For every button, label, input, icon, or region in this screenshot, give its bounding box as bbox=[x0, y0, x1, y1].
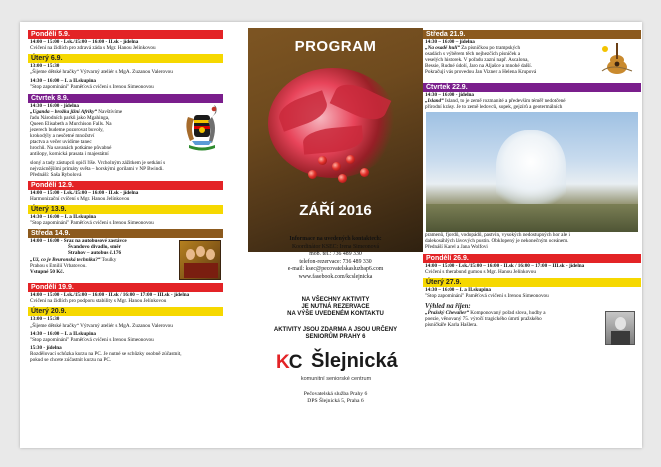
event-description: pramenů, fjordů, vodopádů, pastvin, vysokých nedostupných hor ale i bbox=[425, 232, 570, 239]
event-description: Cvičení na židlích pro podporu stability s Mgr. Hanou Jelínkovou bbox=[30, 298, 167, 305]
portrait-image bbox=[605, 311, 635, 345]
month-title: ZÁŘÍ 2016 bbox=[299, 202, 372, 219]
event-heading: Pondělí 26.9. bbox=[423, 254, 641, 263]
event-heading: Úterý 13.9. bbox=[28, 205, 223, 214]
event-description: Pokračují vás provedou Jan Vizner a Helena Krupová bbox=[425, 69, 537, 76]
event-monday-26-9 bbox=[423, 254, 641, 275]
event-time: 14:00 – 15:00 - Lsk./15:00 – 16:00 - II.sk / 16:00 – 17:00 – III.sk - jídelna bbox=[30, 292, 190, 299]
kc-slejnicka-logo: KC Šlejnická komunitní seniorské centrum bbox=[276, 350, 398, 382]
reservation-notice bbox=[248, 297, 423, 318]
contact-heading: Informace na uvedených kontaktech: bbox=[289, 236, 382, 242]
event-time: 15:30 - jídelna bbox=[30, 344, 62, 351]
event-time: 14:30 – 16:00 – I. a II.skupina bbox=[30, 214, 97, 221]
address-line: DPS Šlejnická 5, Praha 6 bbox=[307, 398, 364, 404]
middle-column bbox=[248, 22, 423, 448]
event-description: osadách s výběrem těch nejhezčích písniček a bbox=[425, 51, 521, 58]
event-time: 14:30 – 16:00 - jídelna bbox=[425, 92, 474, 98]
event-heading: Úterý 6.9. bbox=[28, 54, 223, 63]
event-description: písničkáře Karla Hašlera. bbox=[425, 322, 478, 329]
event-description: Prahou s Emilií Vrbatovou. bbox=[30, 262, 87, 269]
address-line: Pečovatelská služba Prahy 6 bbox=[303, 391, 368, 397]
email-address[interactable]: e-mail: ksec@pecovatelskasluzbap6.com bbox=[287, 266, 384, 273]
event-description: pokud se chcete zúčastnit kurzu na PC. bbox=[30, 356, 112, 363]
event-tuesday-13-9 bbox=[28, 205, 223, 226]
event-description: poezie, věnovaný 75. výročí tragického úmrtí pražského bbox=[425, 316, 542, 323]
free-notice bbox=[248, 327, 423, 341]
event-description: jezerech budeme pozorovat buvoly, bbox=[30, 126, 104, 133]
event-description: "Stop zapomínání" Paměťová cvičení s Irenou Simeonovou bbox=[30, 84, 154, 91]
event-description: "Stop zapomínání" Paměťová cvičení s Irenou Simeonovou bbox=[30, 220, 154, 227]
event-heading: Úterý 27.9. bbox=[423, 278, 641, 287]
guitar-image bbox=[597, 41, 637, 80]
event-description: Harmonizační cvičení s Mgr. Hanou Jelínkovou bbox=[30, 195, 130, 202]
coordinator: Koordinátor KSEC: Irena Simeonová bbox=[291, 243, 380, 250]
event-heading: Pondělí 19.9. bbox=[28, 283, 223, 292]
geyser-photo bbox=[426, 112, 638, 232]
icon-painting-image bbox=[179, 240, 221, 280]
event-time: 14:30 – 16:00 – I. a II.skupina bbox=[30, 78, 97, 85]
event-time: 13:00 – 15:30 bbox=[30, 63, 60, 70]
notice-line: NA VŠECHNY AKTIVITY bbox=[301, 297, 370, 303]
mobile-phone: mob. tel.: 736 489 330 bbox=[309, 251, 362, 258]
event-description: hrochů. Na savanách potkáme půvabné bbox=[30, 145, 112, 152]
event-time: 14:30 – 16:00 – I. a II.skupina bbox=[30, 330, 97, 337]
event-description: Za písničkou po trampských bbox=[461, 45, 521, 52]
event-lecturer: Přednáší Karel a Jana Wolfovi bbox=[425, 244, 488, 251]
event-heading: Pondělí 5.9. bbox=[28, 30, 223, 39]
event-heading: Středa 21.9. bbox=[423, 30, 641, 39]
program-title: PROGRAM bbox=[294, 38, 377, 55]
event-title: „Už, co je Beuronská technika?“ bbox=[30, 256, 101, 263]
event-thursday-22-9 bbox=[423, 83, 641, 251]
address-block bbox=[248, 391, 423, 405]
event-wednesday-14-9 bbox=[28, 229, 223, 280]
event-lecturer: Přednáší: Saša Rybolová bbox=[30, 171, 82, 178]
reservation-phone: telefon-rezervace: 736 489 330 bbox=[299, 258, 372, 265]
uganda-coat-of-arms-image bbox=[183, 105, 221, 160]
event-description: dalekosáhlých lávových pustin. Obklopený je nekonečným oceánem. bbox=[425, 238, 569, 245]
event-description: Bessie, Rudné údolí, Jaro na Aljašce a mnohé další. bbox=[425, 63, 533, 70]
right-column bbox=[423, 30, 641, 456]
event-heading: Pondělí 12.9. bbox=[28, 181, 223, 190]
event-fee: Vstupné 50 Kč. bbox=[30, 268, 64, 275]
event-thursday-8-9 bbox=[28, 94, 223, 178]
event-time: 14:00 – 15:00 - Lsk./15:00 – 16:00 - II.sk - jídelna bbox=[30, 189, 139, 196]
event-tuesday-20-9 bbox=[28, 307, 223, 363]
event-title: „Island“ bbox=[425, 98, 444, 105]
event-heading: Úterý 20.9. bbox=[28, 307, 223, 316]
event-heading: Čtvrtek 8.9. bbox=[28, 94, 223, 103]
event-description: krokodýly a nesčetné množství bbox=[30, 133, 95, 140]
event-time: 14:00 – 15:00 - Lsk./15:00 – 16:00 - II.sk / 16:00 – 17:00 – III.sk - jídelna bbox=[425, 262, 585, 269]
event-title: „Uganda – brožka jižní Afriky“ bbox=[30, 108, 97, 115]
event-time: 14:00 – 15:00 - Lsk./15:00 – 16:00 - II.sk - jídelna bbox=[30, 39, 139, 45]
notice-line: JE NUTNÁ REZERVACE bbox=[301, 304, 370, 310]
event-monday-19-9 bbox=[28, 283, 223, 304]
event-description: Cvičení s therabund gumou s Mgr. Hanou Jelínkovou bbox=[425, 268, 536, 275]
event-heading: Středa 14.9. bbox=[28, 229, 223, 238]
event-time: 14:30 – 16:00 – I. a II.skupina bbox=[425, 286, 492, 293]
event-monday-12-9 bbox=[28, 181, 223, 202]
event-description: Cvičení na židlích pro zdravá záda s Mgr. Hanou Jelínkovou bbox=[30, 45, 156, 52]
notice-line: AKTIVITY JSOU ZDARMA A JSOU URČENY bbox=[273, 327, 398, 333]
logo-subtitle: komunitní seniorské centrum bbox=[300, 376, 372, 382]
event-description: „Šijeme dětské hračky“ Výtvarný ateliér s MgA. Zuzanou Valerovou bbox=[30, 322, 173, 329]
event-monday-5-9 bbox=[28, 30, 223, 51]
event-title: „Pražský Chevalier“ bbox=[425, 309, 469, 316]
event-description: Rozdělovací schůzka kurzu na PC. Je nutné se schůzky osobně zúčastnit, bbox=[30, 350, 182, 357]
october-outlook bbox=[423, 310, 641, 345]
event-tuesday-6-9 bbox=[28, 54, 223, 90]
event-heading: Čtvrtek 22.9. bbox=[423, 83, 641, 92]
website-link[interactable]: www.fasebook.com/kcslejnicka bbox=[298, 273, 373, 280]
event-title: „Na osadě hulí“ bbox=[425, 45, 460, 52]
event-description: Komponovaný pořad slova, hudby a bbox=[470, 309, 546, 316]
event-description: Toulky bbox=[101, 256, 117, 263]
event-wednesday-21-9 bbox=[423, 30, 641, 80]
event-time: 14:30 – 16:00 - jídelna bbox=[30, 102, 79, 109]
event-description: přírodní krásy. Je to země ledovců, sopek, gejzírů a geotermálních bbox=[425, 104, 563, 111]
event-description: sloný a tady zástupců opičí říše. Vrcholným zážitkem je setkání s bbox=[30, 159, 166, 166]
event-description: "Stop zapomínání" Paměťová cvičení s Irenou Simeonovou bbox=[425, 292, 549, 299]
event-description: antilopy, kornická prasata i majestátní bbox=[30, 151, 109, 158]
event-description: "Stop zapomínání" Paměťová cvičení s Irenou Simeonovou bbox=[30, 336, 154, 343]
left-column bbox=[28, 30, 223, 456]
leaflet-page bbox=[20, 22, 642, 448]
event-location: Strahov – autobus č.176 bbox=[68, 250, 122, 257]
notice-line: SENIORŮM PRAHY 6 bbox=[305, 334, 366, 340]
event-description: veselých historek. V pořadu zazní např. Ascalona, bbox=[425, 57, 529, 64]
event-description: nejvzácnějšími primáty světa – horskými gorilami v NP Bwindi. bbox=[30, 165, 164, 172]
contact-info bbox=[248, 236, 423, 282]
october-outlook-heading: Výhled na říjen: bbox=[425, 302, 471, 310]
event-description: řadu Národních parků jako Mgahinga, bbox=[30, 114, 110, 121]
event-description: ptactva a večer uvidíme tanec bbox=[30, 139, 92, 146]
event-location: Švandovo divadlo, směr bbox=[68, 244, 121, 251]
event-time: 13:00 – 15:30 bbox=[30, 316, 60, 323]
event-tuesday-27-9 bbox=[423, 278, 641, 299]
logo-wordmark: Šlejnická bbox=[311, 350, 398, 372]
event-time: 14:30 – 16:00 – jídelna bbox=[425, 39, 475, 45]
event-description: Navštívíme bbox=[98, 108, 123, 115]
notice-line: NA VÝŠE UVEDENÉM KONTAKTU bbox=[287, 311, 384, 317]
event-description: Queen Elisabeth a Murchison Falls. Na bbox=[30, 120, 112, 127]
event-description: „Šijeme dětské hračky“ Výtvarný ateliér s MgA. Zuzanou Valerovou bbox=[30, 69, 173, 76]
event-time: 14:00 – 16:00 - Sraz na autobusové zastávce bbox=[30, 238, 127, 245]
event-description: Island, to je země rozmanité a především téměř nedotčené bbox=[445, 98, 566, 105]
